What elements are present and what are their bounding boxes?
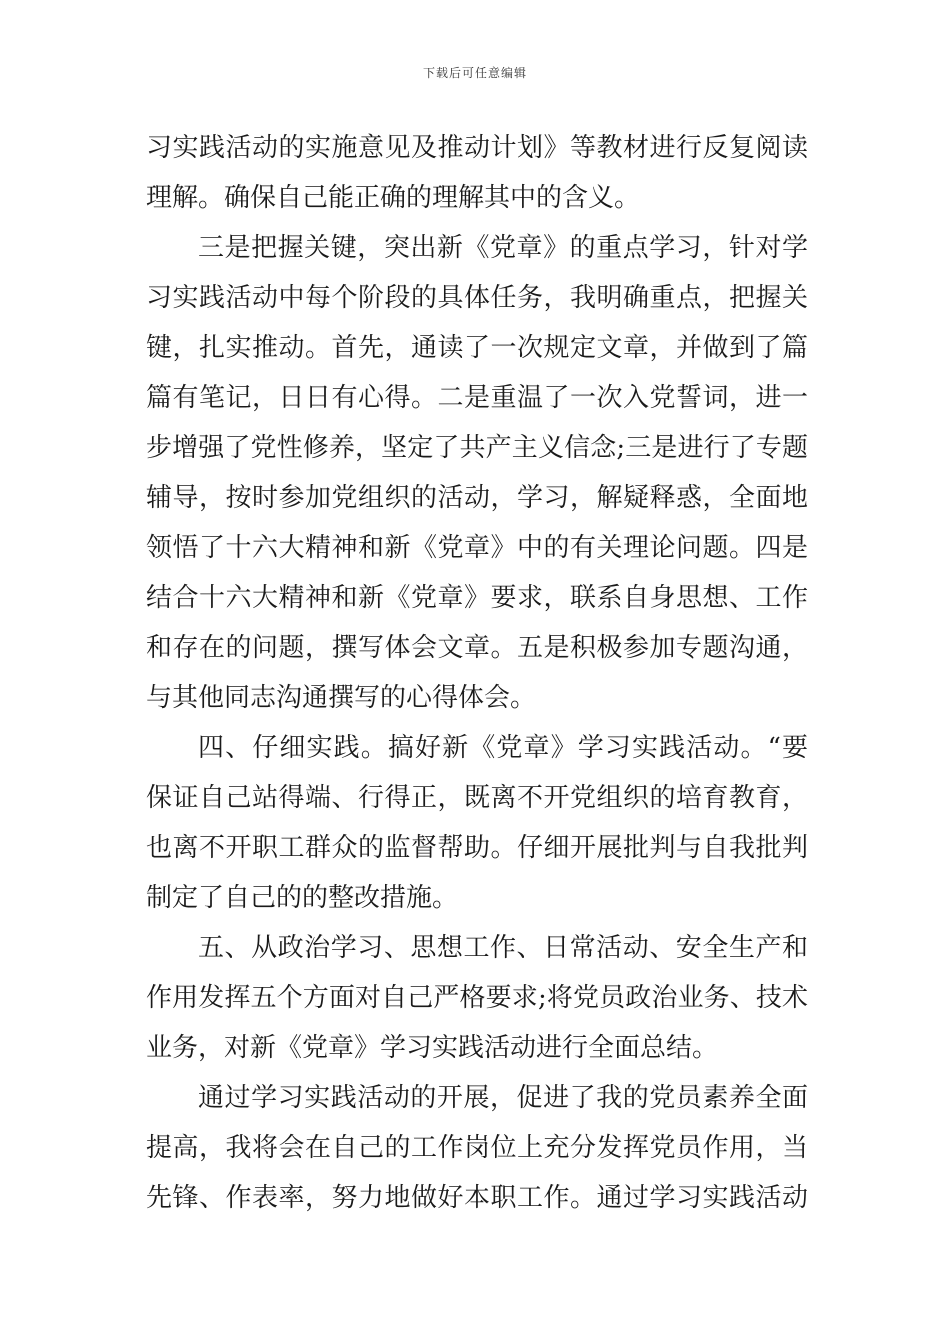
text-line: 作用发挥五个方面对自己严格要求;将党员政治业务、技术 (146, 983, 808, 1013)
paragraph-start-line: 三是把握关键，突出新《党章》的重点学习，针对学 (198, 233, 808, 263)
text-line: 和存在的问题，撰写体会文章。五是积极参加专题沟通， (146, 633, 808, 663)
text-line: 先锋、作表率，努力地做好本职工作。通过学习实践活动 (146, 1183, 808, 1213)
page-header: 下载后可任意编辑 (422, 66, 527, 80)
text-line: 习实践活动中每个阶段的具体任务，我明确重点，把握关 (146, 283, 808, 313)
text-line: 习实践活动的实施意见及推动计划》等教材进行反复阅读 (146, 133, 808, 163)
text-line: 篇有笔记，日日有心得。二是重温了一次入党誓词，进一 (146, 383, 808, 413)
text-line: 辅导，按时参加党组织的活动，学习，解疑释惑，全面地 (146, 483, 808, 513)
text-line: 与其他同志沟通撰写的心得体会。 (146, 683, 537, 713)
text-line: 步增强了党性修养，坚定了共产主义信念;三是进行了专题 (146, 433, 808, 463)
text-line: 制定了自己的的整改措施。 (146, 883, 459, 913)
text-line: 理解。确保自己能正确的理解其中的含义。 (146, 183, 641, 213)
text-line: 结合十六大精神和新《党章》要求，联系自身思想、工作 (146, 583, 808, 613)
text-line: 领悟了十六大精神和新《党章》中的有关理论问题。四是 (146, 533, 808, 563)
paragraph-start-line: 通过学习实践活动的开展，促进了我的党员素养全面 (198, 1083, 808, 1113)
text-line: 提高，我将会在自己的工作岗位上充分发挥党员作用，当 (146, 1133, 808, 1163)
text-line: 也离不开职工群众的监督帮助。仔细开展批判与自我批判 (146, 833, 808, 863)
text-line: 业务，对新《党章》学习实践活动进行全面总结。 (146, 1033, 719, 1063)
document-body (146, 123, 808, 1223)
text-line: 保证自己站得端、行得正，既离不开党组织的培育教育， (146, 783, 808, 813)
paragraph-start-line: 四、仔细实践。搞好新《党章》学习实践活动。“要 (198, 733, 808, 763)
text-line: 键，扎实推动。首先，通读了一次规定文章，并做到了篇 (146, 333, 808, 363)
paragraph-start-line: 五、从政治学习、思想工作、日常活动、安全生产和 (198, 933, 808, 963)
